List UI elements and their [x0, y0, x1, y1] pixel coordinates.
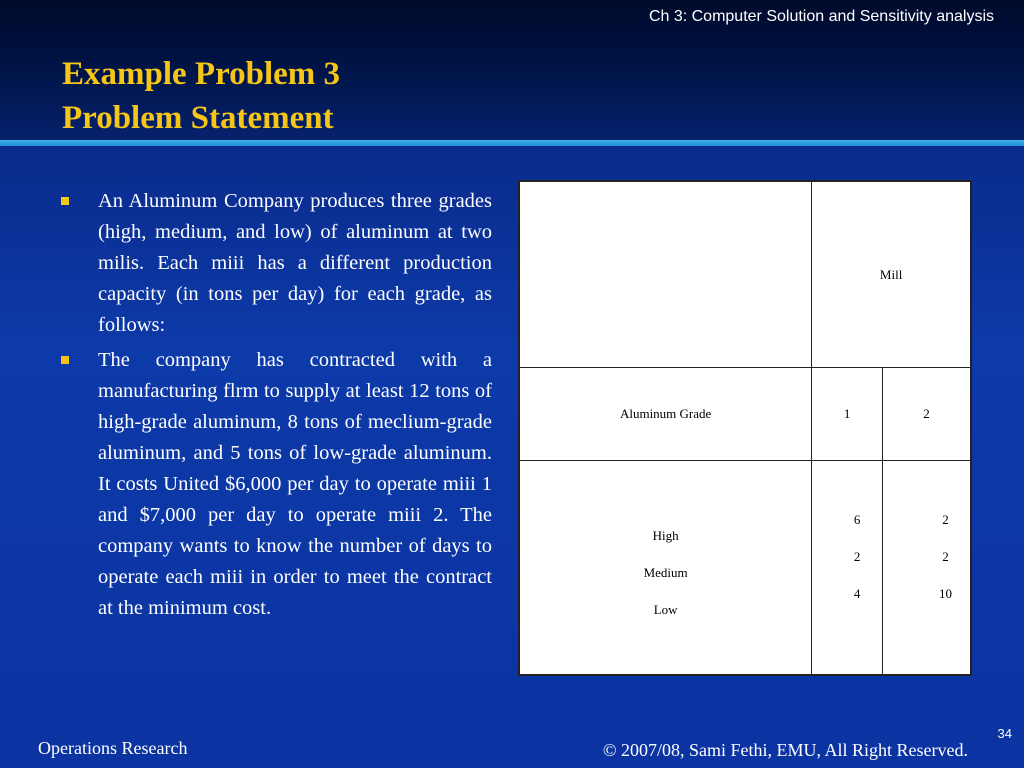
square-bullet-icon — [61, 197, 69, 205]
capacity-value: 2 — [853, 549, 861, 564]
capacity-value: 2 — [942, 549, 949, 564]
bullet-item — [60, 345, 492, 624]
mill-1-header-cell: 1 — [812, 368, 883, 461]
mill-1-values-cell — [812, 461, 883, 675]
grade-list-cell — [520, 461, 812, 675]
empty-header-cell — [520, 182, 812, 368]
chapter-heading: Ch 3: Computer Solution and Sensitivity analysis — [648, 8, 994, 25]
grade-label: Medium — [643, 565, 688, 580]
header-rule — [0, 140, 1024, 146]
mill-header-cell: Mill — [812, 182, 971, 368]
footer-copyright: © 2007/08, Sami Fethi, EMU, All Right Reserved. — [602, 740, 968, 760]
grade-header-cell: Aluminum Grade — [520, 368, 812, 461]
mill-2-values-cell — [883, 461, 971, 675]
page-number: 34 — [997, 726, 1012, 741]
capacity-value: 10 — [939, 586, 953, 601]
table-row — [520, 368, 971, 461]
capacity-value: 6 — [853, 512, 861, 527]
capacity-value: 4 — [853, 586, 861, 601]
capacity-table — [518, 180, 972, 676]
footer-course: Operations Research — [38, 738, 188, 758]
bullet-text: An Aluminum Company produces three grades (high, medium, and low) of aluminum at two milis. Each miii has a different production capacity (in tons per day) for each grade, as follows: — [98, 190, 492, 336]
slide-title-line-1: Example Problem 3 — [62, 56, 341, 92]
capacity-grid — [519, 181, 971, 675]
grade-label: High — [652, 528, 679, 543]
table-row — [520, 182, 971, 368]
slide-title-line-2: Problem Statement — [62, 100, 334, 136]
bullet-list — [60, 186, 492, 628]
table-row — [520, 461, 971, 675]
slide-title — [62, 52, 340, 140]
capacity-value: 2 — [942, 512, 949, 527]
grade-label: Low — [653, 602, 678, 617]
mill-2-header-cell: 2 — [883, 368, 971, 461]
square-bullet-icon — [61, 356, 69, 364]
bullet-item — [60, 186, 492, 341]
bullet-text: The company has contracted with a manufacturing flrm to supply at least 12 tons of high-grade aluminum, 8 tons of meclium-grade aluminum, and 5 tons of low-grade aluminum. It costs United $6,000 per day to operate miii 1 and $7,000 per day to operate miii 2. The company wants to know the number of days to operate each miii in order to meet the contract at the minimum cost. — [98, 349, 492, 619]
